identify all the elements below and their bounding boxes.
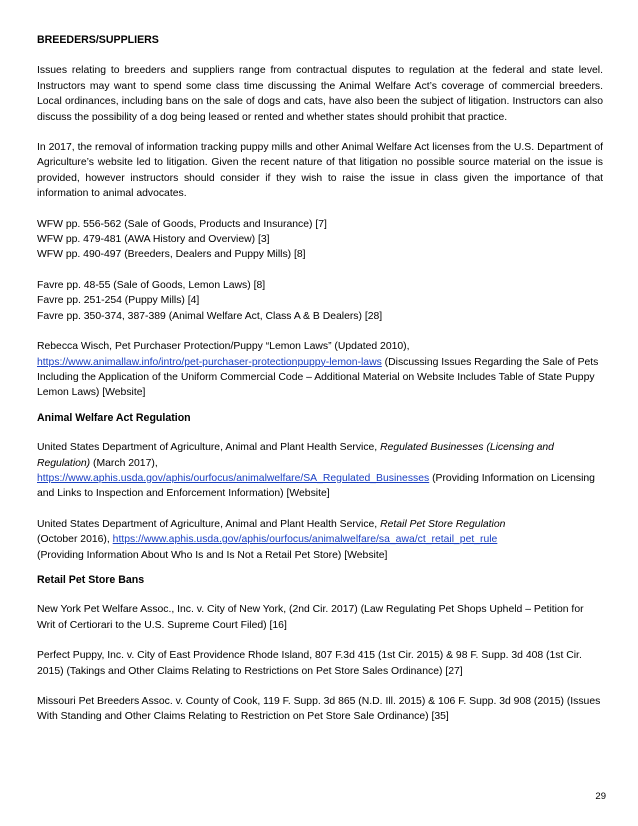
case-perfect-puppy: Perfect Puppy, Inc. v. City of East Providence Rhode Island, 807 F.3d 415 (1st Cir. 2015) & 98 F. Supp. 3d 408 (1st Cir. 2015) (Takings and Other Claims Relating to Restrictions on Pet Store Sales Ordinance) [27]	[37, 650, 582, 677]
wisch-reference	[37, 339, 603, 401]
ref2-date: (October 2016),	[37, 534, 113, 546]
ref1-tail: (Providing Information on Licensing and Links to Inspection and Enforcement Information) [Website]	[37, 472, 595, 500]
ref1-title: Regulated Businesses (Licensing and Regulation)	[37, 442, 554, 469]
page-number: 29	[595, 791, 606, 802]
wisch-link[interactable]: https://www.animallaw.info/intro/pet-purchaser-protectionpuppy-lemon-laws	[37, 356, 382, 368]
case-missouri-pet-breeders: Missouri Pet Breeders Assoc. v. County of Cook, 119 F. Supp. 3d 865 (N.D. Ill. 2015) & 106 F. Supp. 3d 908 (2015) (Issues With Standing and Other Claims Relating to Restriction on Pet Store Sale Ordinance) [35]	[37, 696, 601, 723]
ref2-title: Retail Pet Store Regulation	[380, 518, 506, 530]
case-ny-pet-welfare: New York Pet Welfare Assoc., Inc. v. City of New York, (2nd Cir. 2017) (Law Regulating Pet Shops Upheld – Petition for Writ of Certiorari to the U.S. Supreme Court Filed) [16]	[37, 604, 584, 631]
ref1-lead: United States Department of Agriculture, Animal and Plant Health Service,	[37, 442, 381, 454]
favre-reading-2: Favre pp. 251-254 (Puppy Mills) [4]	[37, 295, 200, 307]
section-heading-awa-regulation: Animal Welfare Act Regulation	[37, 411, 191, 424]
page-content	[37, 33, 603, 725]
wfw-reading-1: WFW pp. 556-562 (Sale of Goods, Products and Insurance) [7]	[37, 218, 327, 230]
wisch-tail: (Discussing Issues Regarding the Sale of Pets Including the Application of the Uniform Commercial Code – Additional Material on Website Includes Table of State Puppy Lemon Laws) [Website]	[37, 356, 599, 399]
section-heading-pet-store-bans: Retail Pet Store Bans	[37, 573, 145, 586]
intro-paragraph: Issues relating to breeders and suppliers range from contractual disputes to regulation at the federal and state level. Instructors may want to spend some class time discussing the Animal Welfare Act’s coverage of commercial breeders. Local ordinances, including bans on the sale of dogs and cats, have also been the subject of litigation. Instructors can also discuss the possibility of a dog being leased or rented and whether states should prohibit that practice.	[37, 65, 603, 123]
favre-reading-3: Favre pp. 350-374, 387-389 (Animal Welfare Act, Class A & B Dealers) [28]	[37, 310, 383, 322]
wfw-reading-3: WFW pp. 490-497 (Breeders, Dealers and Puppy Mills) [8]	[37, 249, 306, 261]
ref2-lead: United States Department of Agriculture, Animal and Plant Health Service,	[37, 518, 381, 530]
litigation-paragraph: In 2017, the removal of information tracking puppy mills and other Animal Welfare Act licenses from the U.S. Department of Agriculture’s website led to litigation. Given the recent nature of that litigation no possible source material on the issue is provided, however instructors should consider if they wish to raise the issue in class given the importance of that information to animal advocates.	[37, 142, 603, 200]
section-heading-breeders: BREEDERS/SUPPLIERS	[37, 34, 159, 46]
ref2-tail: (Providing Information About Who Is and Is Not a Retail Pet Store) [Website]	[37, 549, 388, 561]
favre-reading-1: Favre pp. 48-55 (Sale of Goods, Lemon Laws) [8]	[37, 279, 266, 291]
ref2-link[interactable]: https://www.aphis.usda.gov/aphis/ourfocus/animalwelfare/sa_awa/ct_retail_pet_rule	[112, 534, 498, 546]
wfw-reading-2: WFW pp. 479-481 (AWA History and Overview) [3]	[37, 234, 270, 246]
wisch-lead: Rebecca Wisch, Pet Purchaser Protection/Puppy “Lemon Laws” (Updated 2010),	[37, 341, 410, 353]
ref1-link[interactable]: https://www.aphis.usda.gov/aphis/ourfocus/animalwelfare/SA_Regulated_Businesses	[37, 472, 430, 484]
ref1-date: (March 2017),	[90, 457, 158, 469]
usda-regulated-businesses-reference	[37, 440, 603, 502]
usda-retail-pet-store-reference	[37, 517, 603, 563]
